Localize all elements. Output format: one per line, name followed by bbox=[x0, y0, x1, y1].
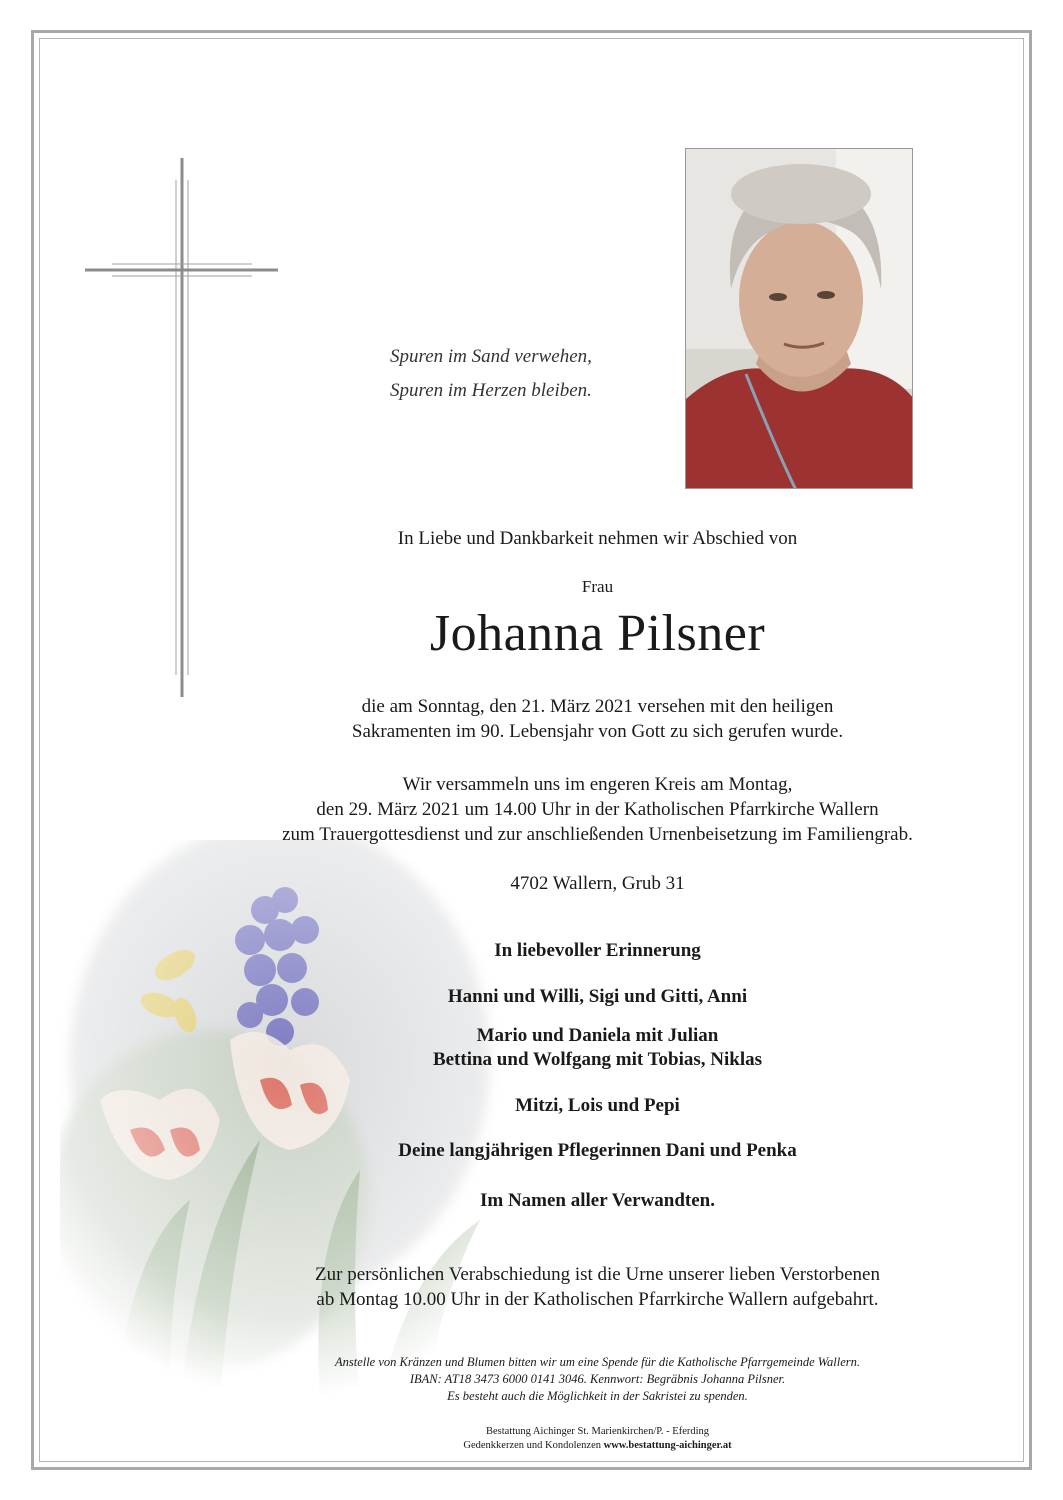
quote-line-2: Spuren im Herzen bleiben. bbox=[390, 380, 592, 401]
mourners-group-1: Hanni und Willi, Sigi und Gitti, Anni bbox=[447, 986, 748, 1007]
service-line-1: Wir versammeln uns im engeren Kreis am Montag, bbox=[402, 774, 793, 795]
salutation: Frau bbox=[581, 577, 614, 596]
death-notice-line-2: Sakramenten im 90. Lebensjahr von Gott zu sich gerufen wurde. bbox=[351, 721, 844, 742]
service-line-2: den 29. März 2021 um 14.00 Uhr in der Katholischen Pfarrkirche Wallern bbox=[316, 799, 879, 820]
mourners-group-2 bbox=[60, 1024, 1063, 1072]
service-line-3: zum Trauergottesdienst und zur anschließenden Urnenbeisetzung im Familiengrab. bbox=[282, 824, 913, 845]
viewing-line-1: Zur persönlichen Verabschiedung ist die Urne unserer lieben Verstorbenen bbox=[315, 1264, 880, 1285]
death-notice bbox=[60, 694, 1063, 744]
mourners-group-2-line-2: Bettina und Wolfgang mit Tobias, Niklas bbox=[432, 1049, 763, 1070]
mourners-group-4: Deine langjährigen Pflegerinnen Dani und Penka bbox=[398, 1140, 797, 1161]
death-notice-line-1: die am Sonntag, den 21. März 2021 versehen mit den heiligen bbox=[361, 696, 834, 717]
viewing-notice bbox=[60, 1262, 1063, 1312]
funeral-home bbox=[60, 1425, 1063, 1453]
portrait-photo bbox=[685, 148, 913, 489]
mourners-heading: In liebevoller Erinnerung bbox=[494, 940, 701, 961]
funeral-home-contact bbox=[60, 1439, 1063, 1453]
donation-line-2: IBAN: AT18 3473 6000 0141 3046. Kennwort: Begräbnis Johanna Pilsner. bbox=[409, 1372, 786, 1386]
mourners-closing: Im Namen aller Verwandten. bbox=[479, 1190, 716, 1211]
quote-line-1: Spuren im Sand verwehen, bbox=[390, 346, 592, 367]
funeral-home-contact-label: Gedenkkerzen und Kondolenzen bbox=[463, 1440, 604, 1451]
deceased-name: Johanna Pilsner bbox=[429, 605, 766, 662]
memorial-quote bbox=[390, 340, 650, 408]
donation-line-3: Es besteht auch die Möglichkeit in der Sakristei zu spenden. bbox=[447, 1389, 748, 1403]
intro-text: In Liebe und Dankbarkeit nehmen wir Abschied von bbox=[397, 528, 798, 549]
mourners-group-3: Mitzi, Lois und Pepi bbox=[515, 1095, 680, 1116]
service-details bbox=[60, 772, 1063, 847]
family-address: 4702 Wallern, Grub 31 bbox=[510, 873, 685, 894]
flower-decoration bbox=[60, 840, 560, 1400]
mourners-group-2-line-1: Mario und Daniela mit Julian bbox=[476, 1025, 719, 1046]
donation-notice bbox=[60, 1354, 1063, 1405]
viewing-line-2: ab Montag 10.00 Uhr in der Katholischen Pfarrkirche Wallern aufgebahrt. bbox=[316, 1289, 879, 1310]
funeral-home-name: Bestattung Aichinger St. Marienkirchen/P. - Eferding bbox=[485, 1426, 710, 1437]
funeral-home-website[interactable]: www.bestattung-aichinger.at bbox=[603, 1440, 732, 1451]
donation-line-1: Anstelle von Kränzen und Blumen bitten wir um eine Spende für die Katholische Pfarrgemeinde Wallern. bbox=[334, 1355, 861, 1369]
